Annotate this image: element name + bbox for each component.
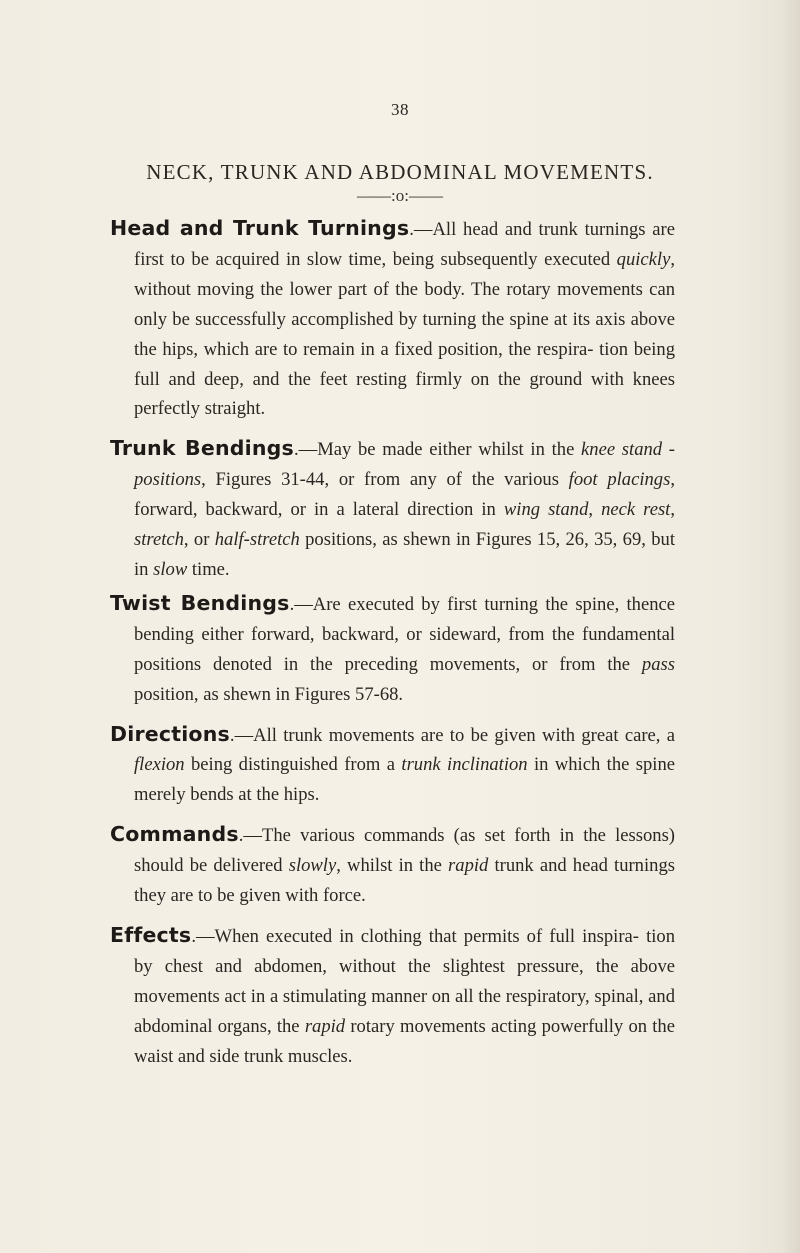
emphasis-text: knee stand - positions xyxy=(134,439,675,491)
paragraph-text: , xyxy=(588,499,602,521)
emphasis-text: rapid xyxy=(304,1015,346,1037)
paragraph-text: .—The various commands (as set forth in the lessons) should be delivered xyxy=(134,825,675,877)
paragraph-text: being distinguished from a xyxy=(184,754,402,776)
paragraph-trunk-bendings xyxy=(110,434,675,585)
heading-effects: Effects xyxy=(110,922,192,947)
emphasis-text: trunk inclination xyxy=(401,754,528,776)
paragraph-text: , forward, backward, or in a lateral direction in xyxy=(134,469,675,521)
paragraph-text: , Figures 31-44, or from any of the various xyxy=(201,469,569,491)
emphasis-text: half-stretch xyxy=(214,529,300,551)
paragraph-text: time. xyxy=(187,558,230,580)
paragraph-text: position, as shewn in Figures 57-68. xyxy=(134,683,404,705)
emphasis-text: slowly xyxy=(288,855,337,877)
emphasis-text: wing stand xyxy=(503,499,589,521)
emphasis-text: quickly xyxy=(616,248,671,270)
paragraph-text: trunk and head turnings they are to be given with force. xyxy=(134,855,675,907)
paragraph-text: , without moving the lower part of the body. The rotary movements can only be successfully accomplished by turning the spine at its axis above the hips, which are to remain in a fixed position, the respira- tion being full and deep, and the feet resting firmly on the ground with knees perfectly straight. xyxy=(134,248,675,420)
paragraph-text: , or xyxy=(183,529,215,551)
paragraph-text: in which the spine merely bends at the hips. xyxy=(134,754,676,806)
paragraph-text: .—Are executed by first turning the spine, thence bending either forward, backward, or sideward, from the fundamental positions denoted in the preceding movements, or from the xyxy=(134,593,676,675)
paragraph-head-trunk-turnings xyxy=(110,214,675,424)
paragraph-effects xyxy=(110,921,675,1072)
paragraph-text: .—All head and trunk turnings are first to be acquired in slow time, being subsequently executed xyxy=(134,219,675,270)
emphasis-text: neck rest xyxy=(601,499,671,521)
emphasis-text: foot placings xyxy=(568,469,671,491)
emphasis-text: flexion xyxy=(134,754,185,776)
section-divider: ——:o:—— xyxy=(357,186,443,205)
heading-directions: Directions xyxy=(110,721,230,746)
emphasis-text: slow xyxy=(153,558,188,580)
heading-trunk-bendings: Trunk Bendings xyxy=(110,436,294,461)
paragraph-text: positions, as shewn in Figures 15, 26, 35, 69, but in xyxy=(134,529,675,580)
heading-commands: Commands xyxy=(110,822,239,847)
paragraph-text: , xyxy=(670,499,676,521)
paragraph-twist-bendings xyxy=(110,589,675,710)
paragraph-text: .—When executed in clothing that permits of full inspira- tion by chest and abdomen, without the slightest pressure, the above movements act in a stimulating manner on all the respiratory, spinal, and abdominal organs, the xyxy=(134,925,675,1037)
emphasis-text: stretch xyxy=(134,529,184,551)
paragraph-commands xyxy=(110,820,675,911)
body-text xyxy=(110,214,675,1081)
paragraph-text: , whilst in the xyxy=(336,855,449,877)
paragraph-text: .—May be made either whilst in the xyxy=(293,439,582,461)
paragraph-text: rotary movements acting powerfully on the waist and side trunk muscles. xyxy=(134,1015,675,1067)
paragraph-text: .—All trunk movements are to be given with great care, a xyxy=(229,724,675,746)
heading-head-trunk-turnings: Head and Trunk Turnings xyxy=(110,216,410,240)
emphasis-text: pass xyxy=(641,653,675,675)
heading-twist-bendings: Twist Bendings xyxy=(110,590,290,615)
emphasis-text: rapid xyxy=(448,855,489,877)
chapter-title: NECK, TRUNK AND ABDOMINAL MOVEMENTS. xyxy=(146,160,654,184)
page-number: 38 xyxy=(391,100,409,119)
paragraph-directions xyxy=(110,720,675,811)
